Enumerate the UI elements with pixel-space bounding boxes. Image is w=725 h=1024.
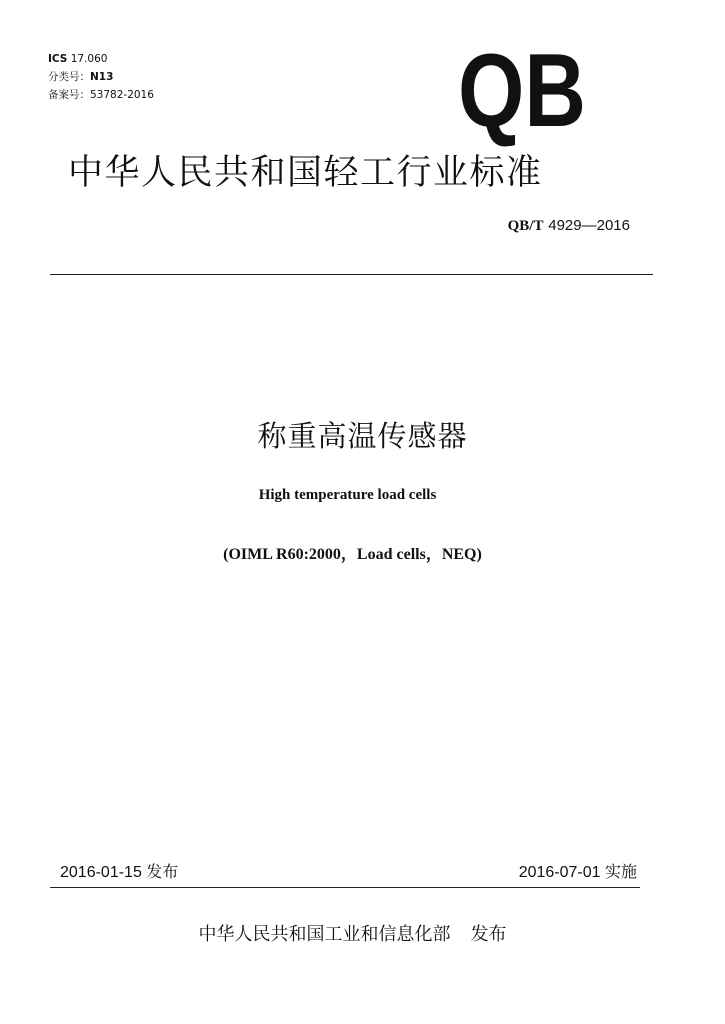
standard-number: [508, 215, 630, 236]
publisher-line: [0, 922, 705, 948]
record-line: [48, 88, 154, 102]
standard-code: QB/T: [507, 218, 544, 234]
classification-line: [48, 70, 113, 84]
record-label: 备案号：: [48, 89, 90, 101]
document-title-english: High temperature load cells: [258, 487, 437, 503]
qb-logo: [455, 33, 590, 149]
qb-logo-text: QB: [458, 33, 586, 149]
publisher-action: 发布: [470, 924, 507, 945]
publisher-name: 中华人民共和国工业和信息化部: [198, 924, 451, 945]
footer-divider: [50, 887, 640, 888]
classification-label: 分类号：: [48, 71, 90, 83]
standard-number-value: 4929—2016: [548, 217, 630, 234]
industry-standard-title: 中华人民共和国轻工行业标准: [68, 153, 543, 193]
ics-line: [48, 52, 107, 66]
issue-date: 2016-01-15 发布: [60, 864, 179, 881]
header-divider: [50, 274, 653, 275]
classification-value: N13: [90, 71, 114, 83]
ics-value: 17.060: [70, 53, 108, 65]
ics-label: ICS: [48, 53, 68, 65]
document-title-chinese: 称重高温传感器: [257, 419, 468, 453]
record-value: 53782-2016: [90, 89, 154, 101]
adoption-reference: (OIML R60:2000，Load cells，NEQ): [223, 546, 482, 563]
implementation-date: 2016-07-01 实施: [518, 864, 637, 881]
